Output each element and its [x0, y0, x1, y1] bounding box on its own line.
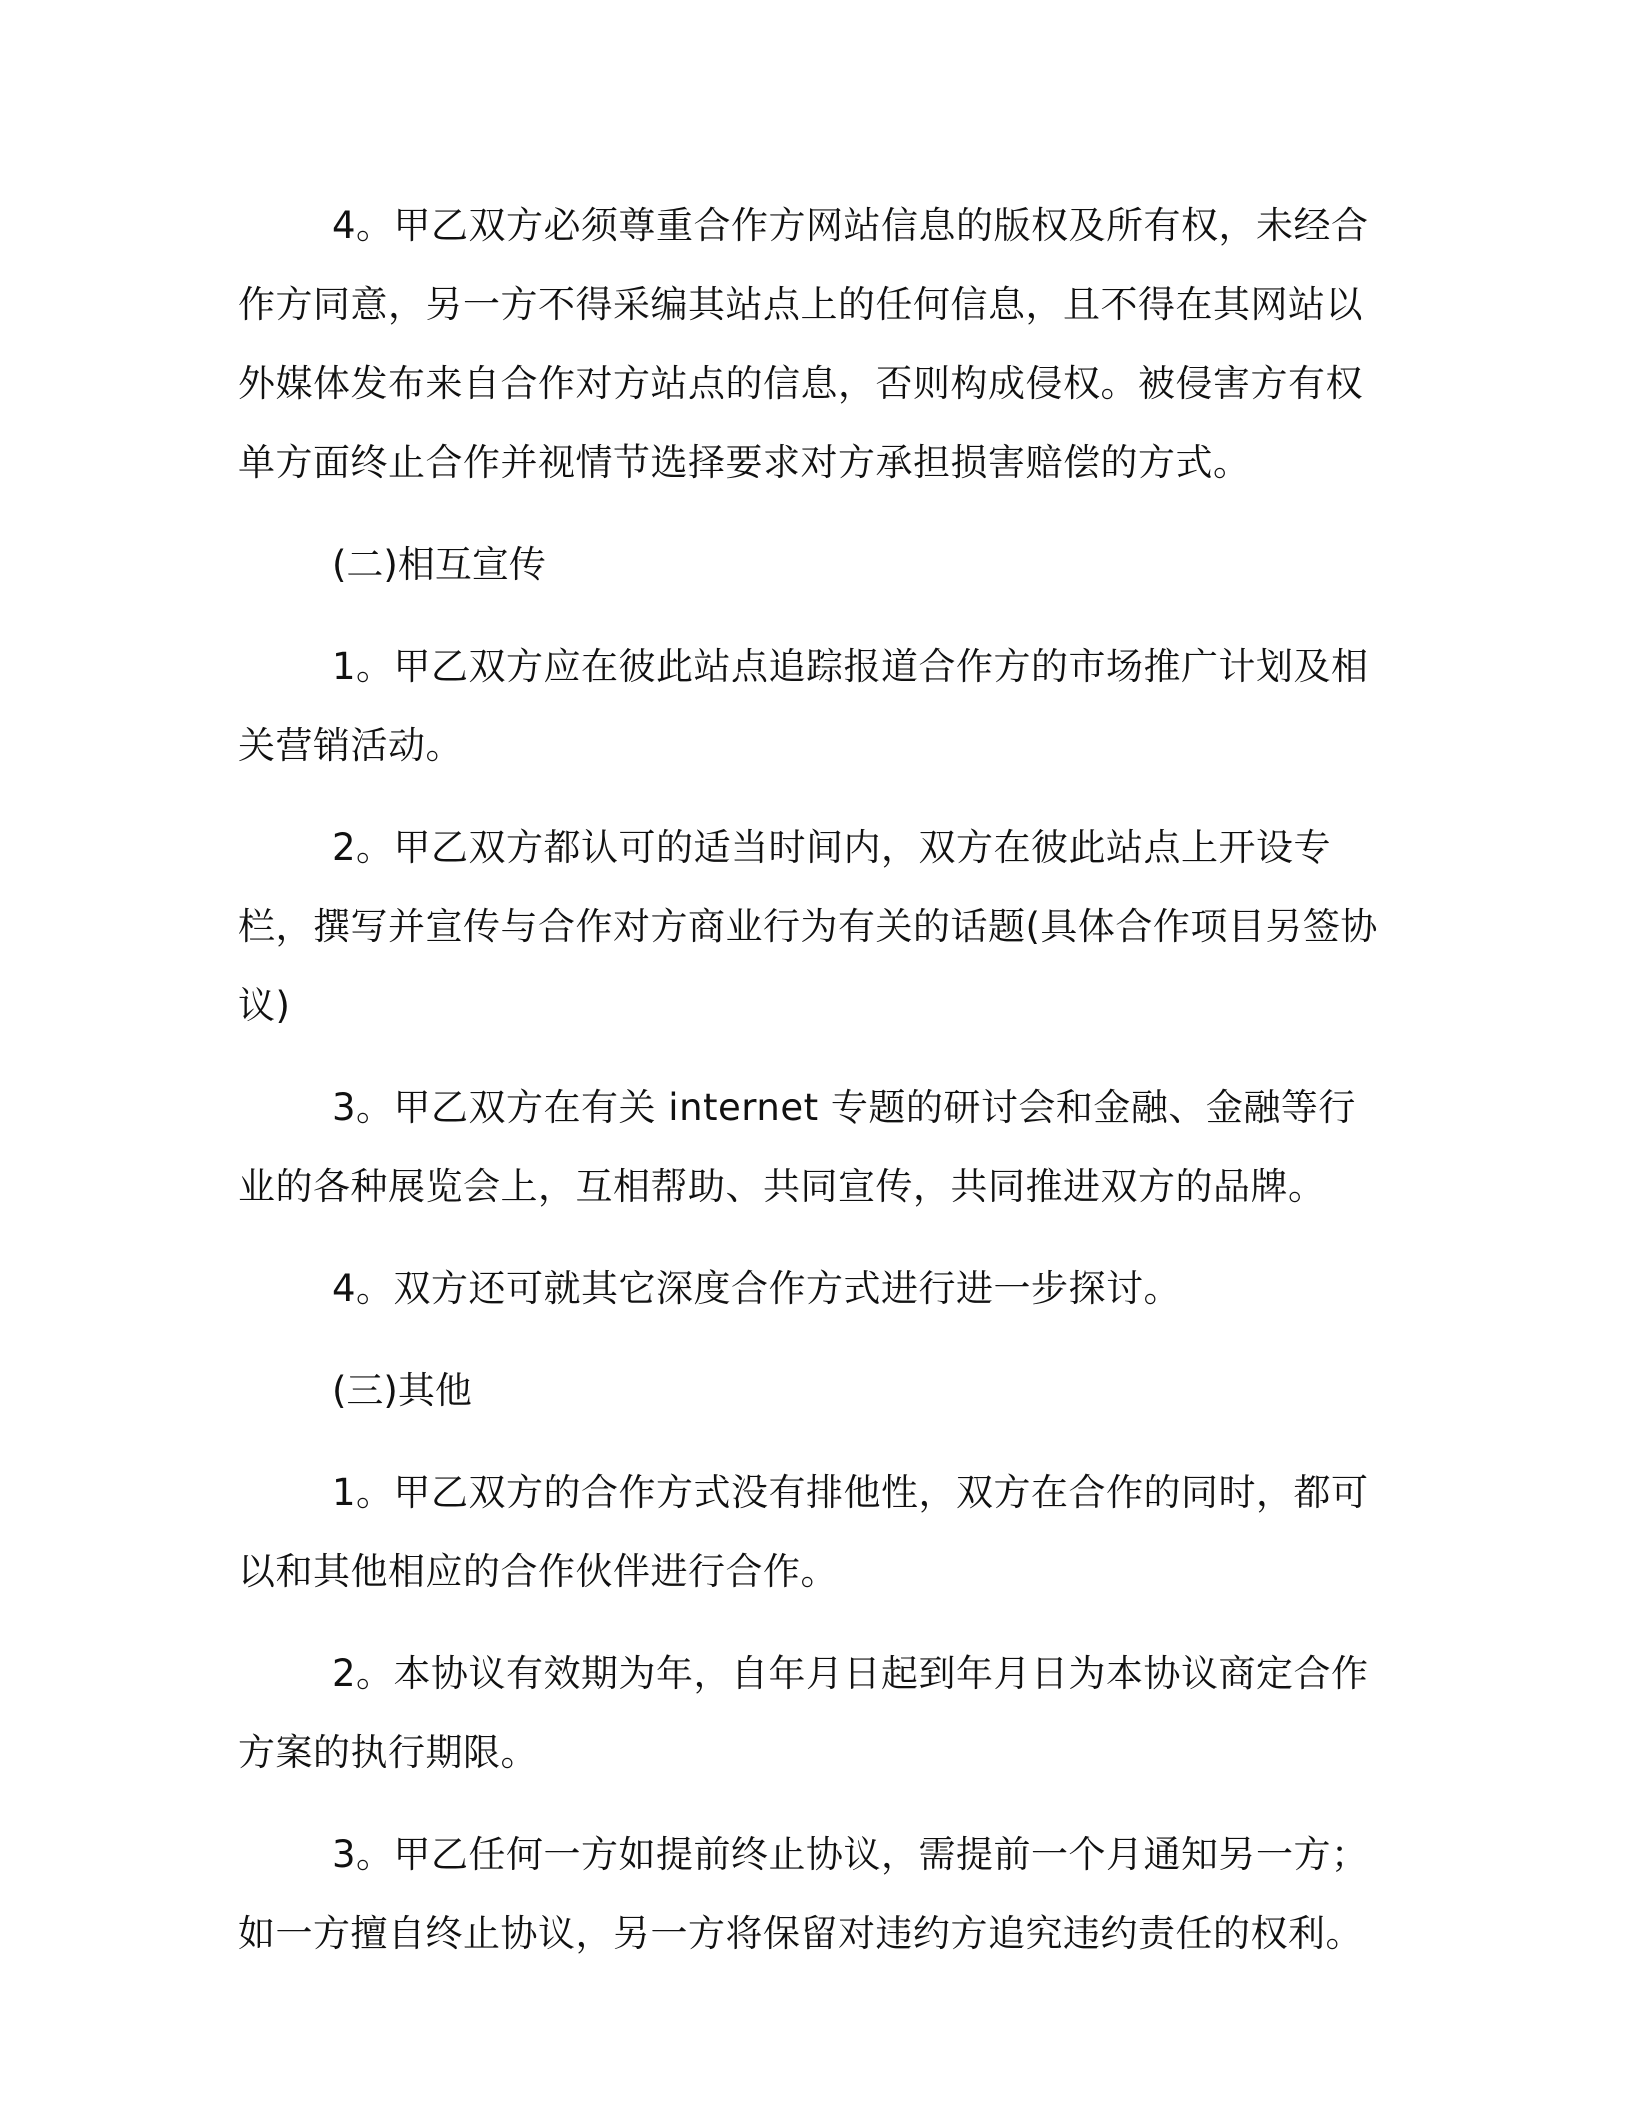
clause-4-further-discussion: 4。双方还可就其它深度合作方式进行进一步探讨。 [332, 1267, 1182, 1310]
document-body [238, 186, 1378, 1996]
clause-2-special-columns: 2。甲乙双方都认可的适当时间内，双方在彼此站点上开设专栏，撰写并宣传与合作对方商业行为有关的话题(具体合作项目另签协议) [238, 826, 1378, 1027]
clause-4-copyright: 4。甲乙双方必须尊重合作方网站信息的版权及所有权，未经合作方同意，另一方不得采编其站点上的任何信息，且不得在其网站以外媒体发布来自合作对方站点的信息，否则构成侵权。被侵害方有权单方面终止合作并视情节选择要求对方承担损害赔偿的方式。 [238, 204, 1369, 484]
clause-2-validity-period: 2。本协议有效期为年，自年月日起到年月日为本协议商定合作方案的执行期限。 [238, 1652, 1369, 1774]
clause-3-termination: 3。甲乙任何一方如提前终止协议，需提前一个月通知另一方；如一方擅自终止协议，另一方将保留对违约方追究违约责任的权利。 [238, 1833, 1369, 1955]
section-heading-mutual-promotion: (二)相互宣传 [332, 543, 546, 586]
clause-1-non-exclusive: 1。甲乙双方的合作方式没有排他性，双方在合作的同时，都可以和其他相应的合作伙伴进行合作。 [238, 1471, 1369, 1593]
clause-1-marketing-coverage: 1。甲乙双方应在彼此站点追踪报道合作方的市场推广计划及相关营销活动。 [238, 645, 1369, 767]
clause-3-exhibitions: 3。甲乙双方在有关 internet 专题的研讨会和金融、金融等行业的各种展览会上，互相帮助、共同宣传，共同推进双方的品牌。 [238, 1086, 1356, 1208]
section-heading-other: (三)其他 [332, 1369, 472, 1412]
